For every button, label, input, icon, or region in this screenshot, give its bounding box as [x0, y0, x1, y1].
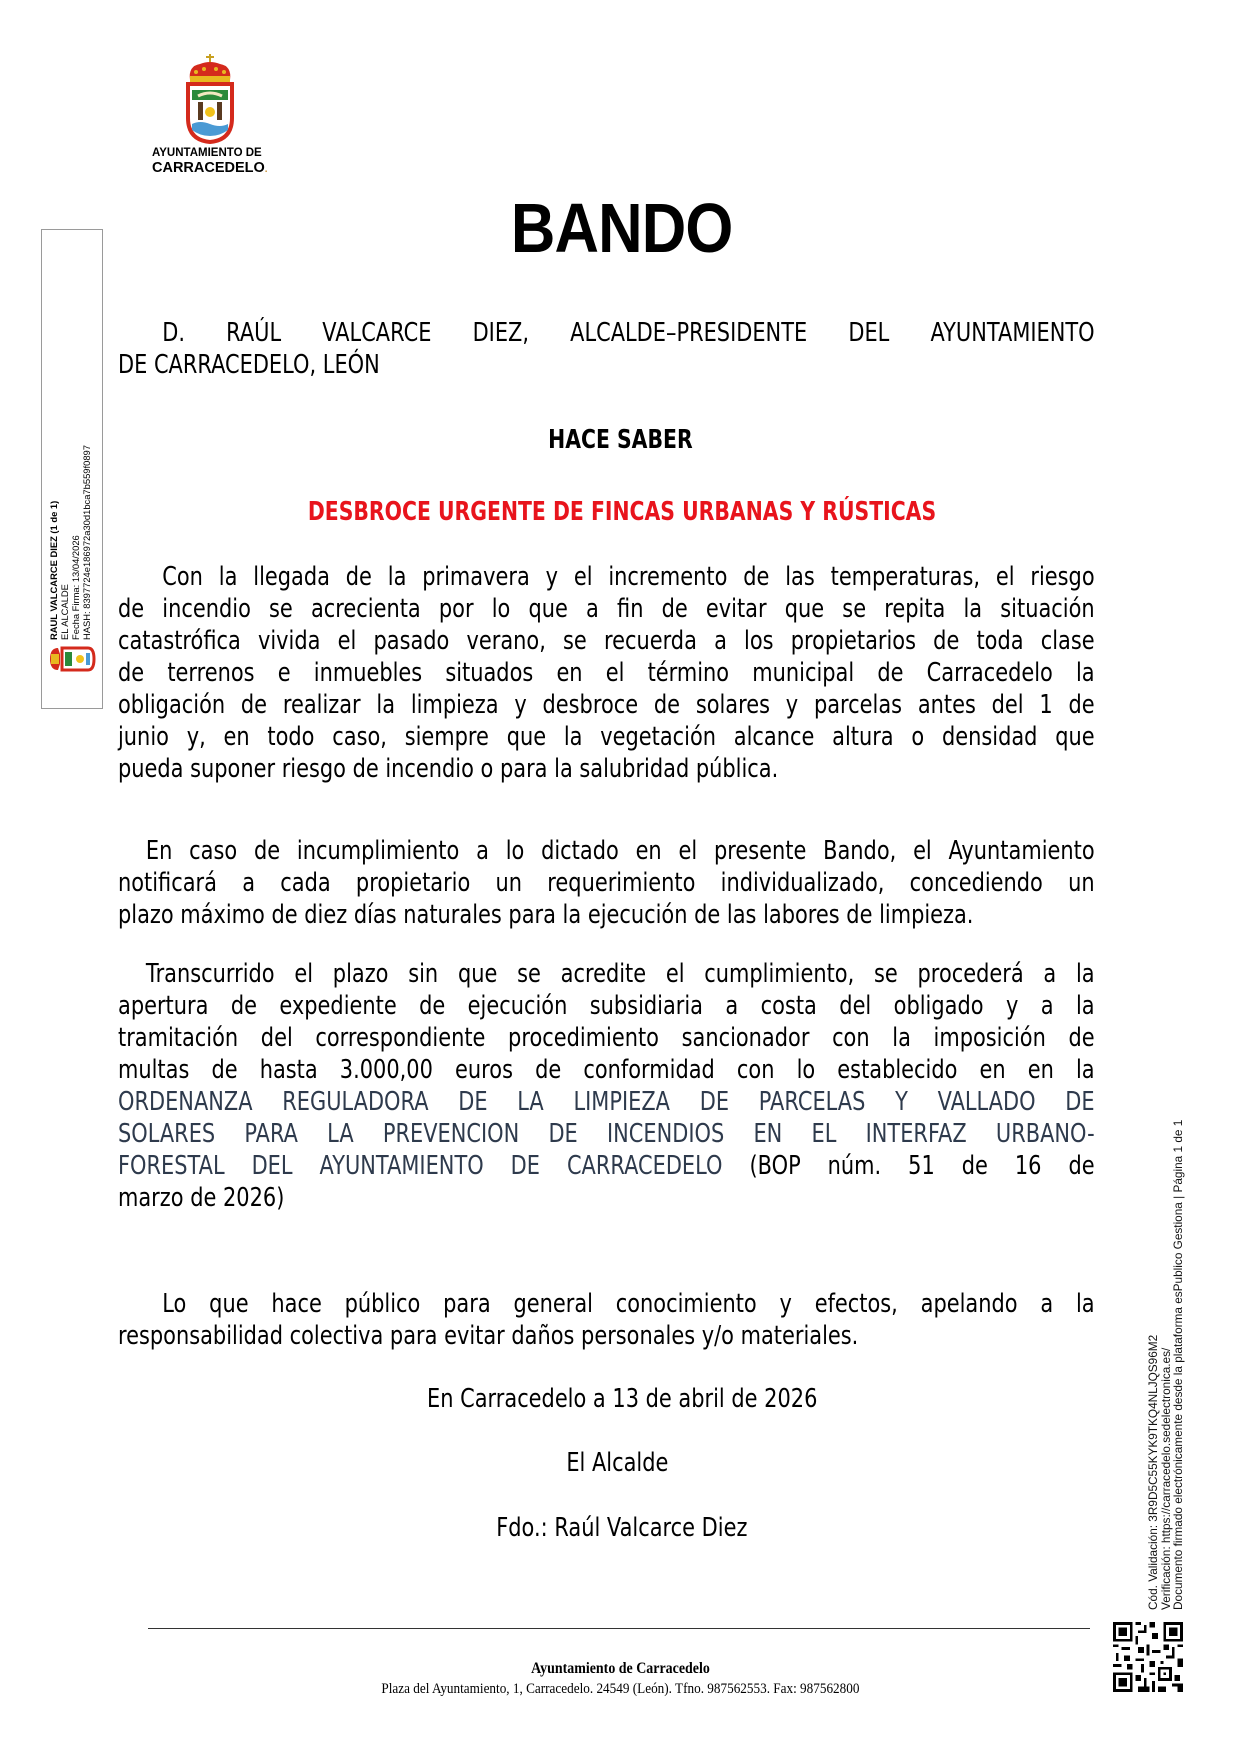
signature-seal: [48, 644, 96, 678]
footer-address: Plaza del Ayuntamiento, 1, Carracedelo. 24549 (León). Tfno. 987562553. Fax: 987562800: [381, 1681, 860, 1697]
ordinance-line-with-ref: [118, 1150, 1095, 1182]
seal-icon: [48, 644, 96, 674]
place-date: En Carracedelo a 13 de abril de 2026: [427, 1384, 818, 1414]
paragraph-1: [118, 561, 1095, 785]
signer-title: EL ALCALDE: [59, 584, 70, 640]
paragraph-line: En caso de incumplimiento a lo dictado en el presente Bando, el Ayuntamiento: [145, 836, 1095, 866]
paragraph-2: [118, 835, 1095, 931]
paragraph-line: responsabilidad colectiva para evitar daños personales y/o materiales.: [118, 1321, 859, 1351]
paragraph-3: [118, 958, 1095, 1214]
ordinance-reference-end: marzo de 2026): [118, 1183, 285, 1213]
paragraph-line: multas de hasta 3.000,00 euros de conformidad con lo establecido en en la: [118, 1055, 1095, 1085]
signature-hash: HASH: 8397724e186972a30d1bca7b559f0897: [81, 445, 92, 640]
platform-note: Documento firmado electrónicamente desde la plataforma esPublico Gestiona | Página 1 de 1: [1171, 1119, 1185, 1610]
paragraph-line: catastrófica vivida el pasado verano, se recuerda a los propietarios de toda clase: [118, 626, 1095, 656]
paragraph-line: Lo que hace público para general conocimiento y efectos, apelando a la: [162, 1289, 1095, 1319]
intro-line: D. RAÚL VALCARCE DIEZ, ALCALDE–PRESIDENTE DEL AYUNTAMIENTO: [162, 318, 1095, 348]
footer-divider: [148, 1628, 1090, 1629]
org-name-mark: .: [264, 164, 268, 175]
signer-role: El Alcalde: [566, 1448, 669, 1478]
ordinance-line: SOLARES PARA LA PREVENCION DE INCENDIOS EN EL INTERFAZ URBANO-: [118, 1119, 1095, 1149]
paragraph-line: notificará a cada propietario un requerimiento individualizado, concediendo un: [118, 868, 1095, 898]
paragraph-line: plazo máximo de diez días naturales para la ejecución de las labores de limpieza.: [118, 900, 974, 930]
signature-date: Fecha Firma: 13/04/2026: [70, 535, 81, 640]
ordinance-name-end: FORESTAL DEL AYUNTAMIENTO DE CARRACEDELO: [118, 1151, 723, 1181]
subject-heading: DESBROCE URGENTE DE FINCAS URBANAS Y RÚSTICAS: [307, 497, 937, 527]
org-name-text: CARRACEDELO: [152, 160, 265, 176]
org-name-line1: AYUNTAMIENTO DE: [152, 147, 262, 159]
paragraph-line: Con la llegada de la primavera y el incremento de las temperaturas, el riesgo: [162, 562, 1095, 592]
paragraph-line: obligación de realizar la limpieza y desbroce de solares y parcelas antes del 1 de: [118, 690, 1095, 720]
coat-of-arms-icon: [182, 52, 238, 144]
paragraph-line: apertura de expediente de ejecución subsidiaria a costa del obligado y a la: [118, 991, 1095, 1021]
ordinance-line: ORDENANZA REGULADORA DE LA LIMPIEZA DE PARCELAS Y VALLADO DE: [118, 1087, 1095, 1117]
paragraph-line: Transcurrido el plazo sin que se acredite el cumplimiento, se procederá a la: [145, 959, 1095, 989]
signer-name: RAUL VALCARCE DIEZ (1 de 1): [48, 500, 59, 640]
ordinance-reference: (BOP núm. 51 de 16 de: [722, 1151, 1095, 1181]
paragraph-line: de incendio se acrecienta por lo que a fin de evitar que se repita la situación: [118, 594, 1095, 624]
paragraph-line: de terrenos e inmuebles situados en el término municipal de Carracedelo la: [118, 658, 1095, 688]
municipal-logo: [140, 52, 280, 176]
intro-line: DE CARRACEDELO, LEÓN: [118, 350, 380, 380]
org-name-line2: [152, 160, 280, 176]
footer-org: Ayuntamiento de Carracedelo: [531, 1660, 710, 1677]
paragraph-line: tramitación del correspondiente procedimiento sancionador con la imposición de: [118, 1023, 1095, 1053]
paragraph-line: junio y, en todo caso, siempre que la vegetación alcance altura o densidad que: [118, 722, 1095, 752]
document-title: BANDO: [510, 189, 733, 267]
validation-code: Cód. Validación: 3R9D5C55KYK9TKQ4NLJQS96M2: [1146, 1334, 1160, 1610]
paragraph-4: [118, 1288, 1095, 1352]
signed-by: Fdo.: Raúl Valcarce Diez: [496, 1513, 748, 1543]
verification-url[interactable]: Verificación: https://carracedelo.sedelectronica.es/: [1158, 1347, 1173, 1610]
paragraph-line: pueda suponer riesgo de incendio o para la salubridad pública.: [118, 754, 779, 784]
validation-info: [1147, 1120, 1185, 1610]
intro-paragraph: [118, 317, 1095, 381]
announce-heading: HACE SABER: [548, 425, 693, 455]
signature-info: [48, 340, 92, 640]
